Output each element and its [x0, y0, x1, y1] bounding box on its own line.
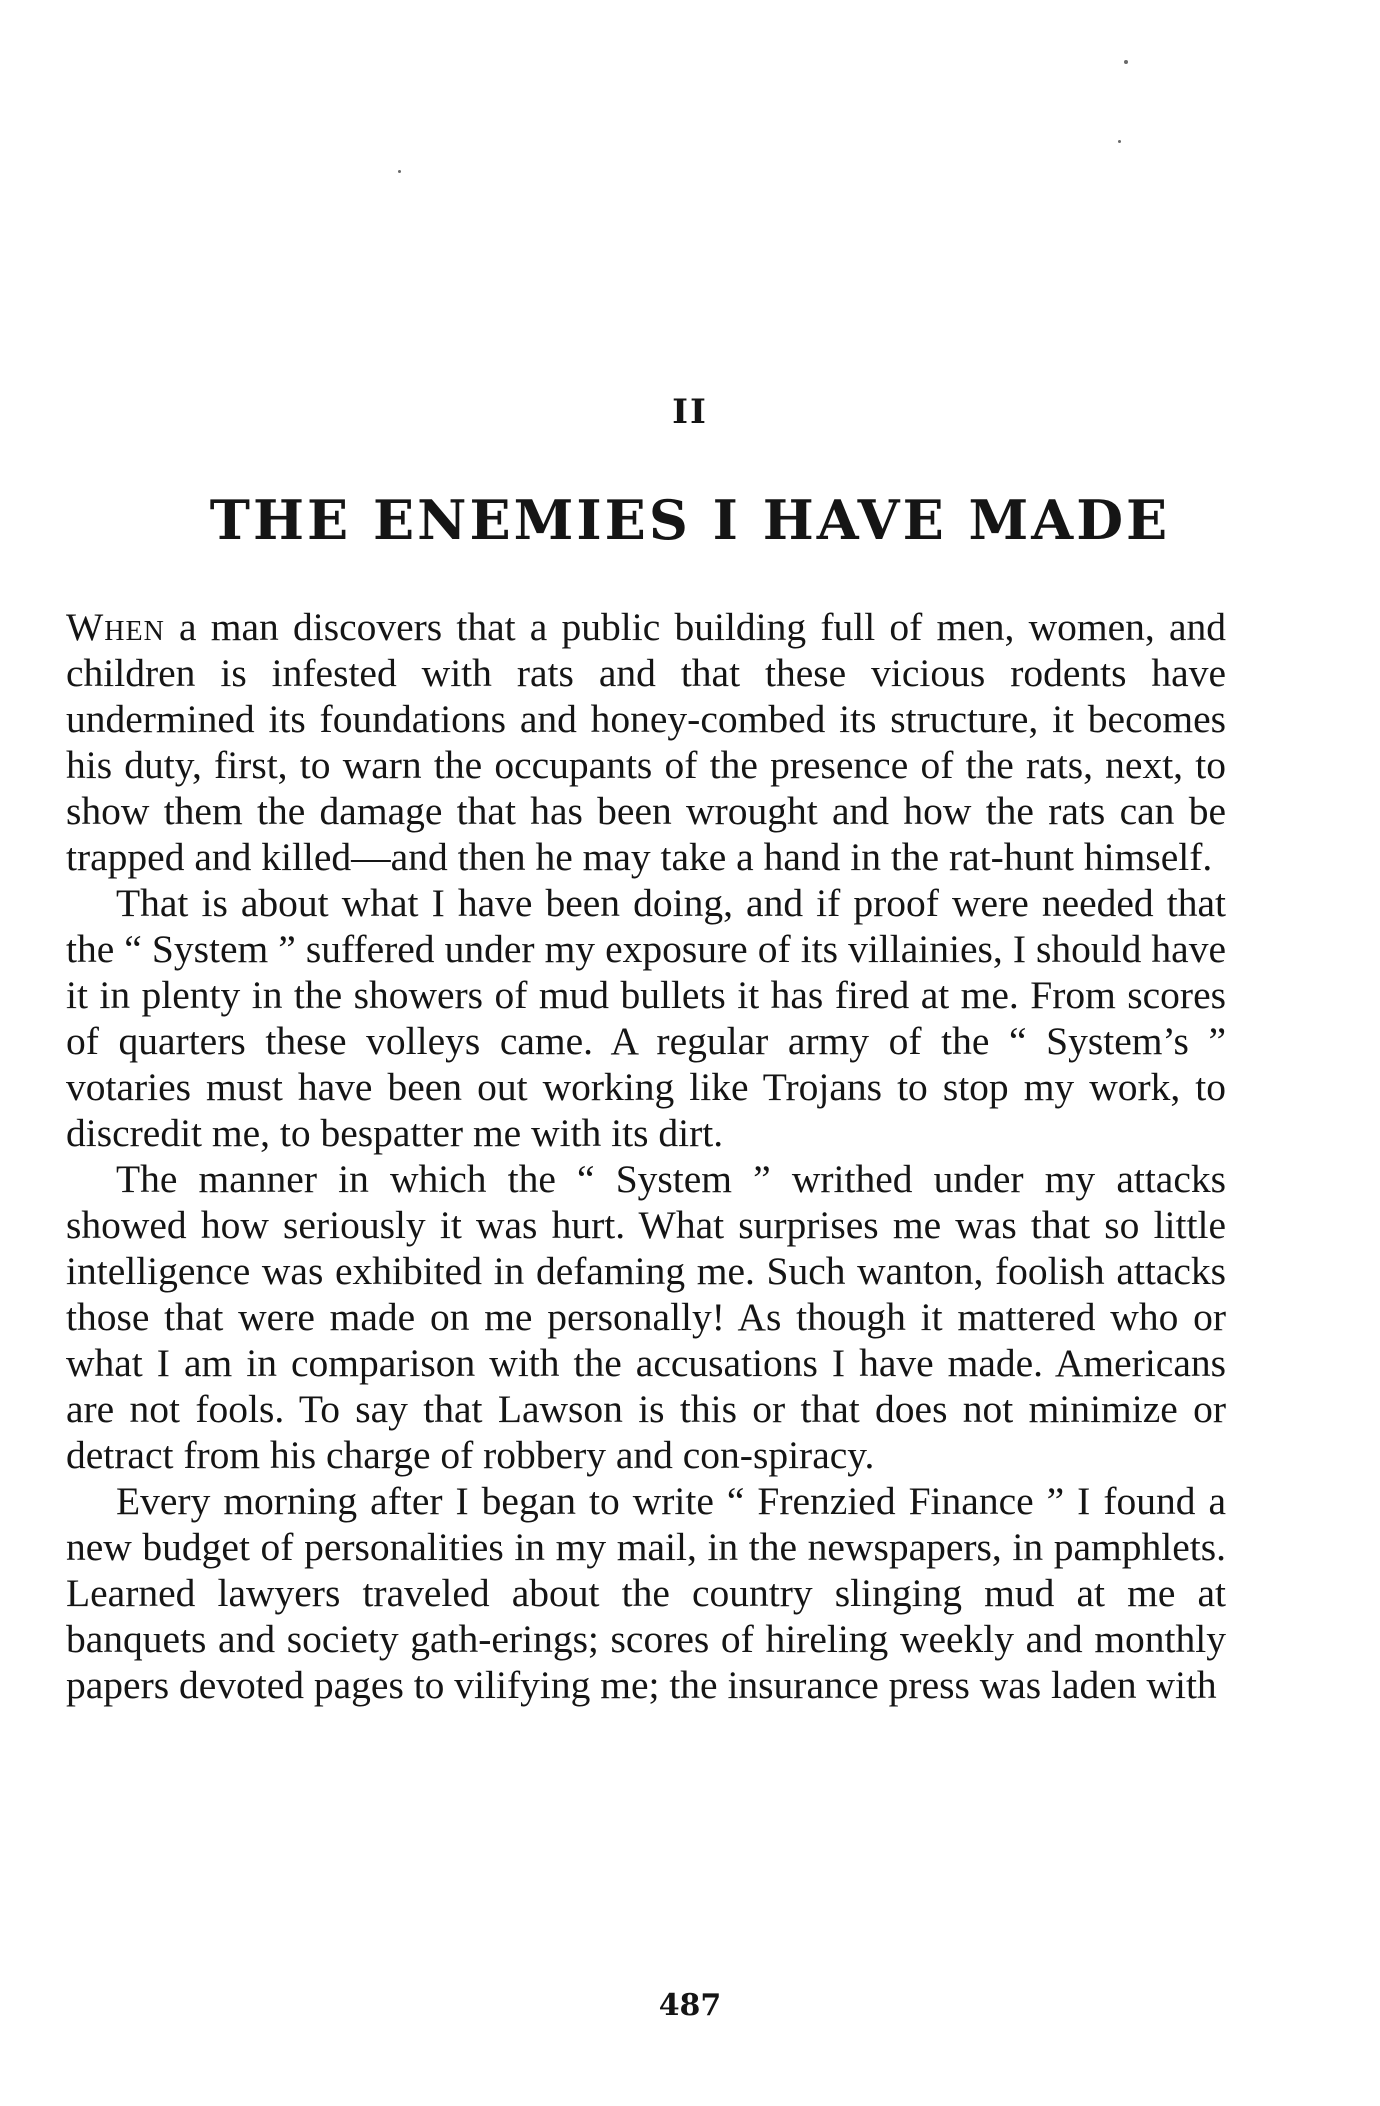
paragraph-2: That is about what I have been doing, and if proof were needed that the “ System ” suffered under my exposure of its villainies, I should have it in plenty in the showers of mud bullets it has fired at me. From scores of quarters these volleys came. A regular army of the “ System’s ” votaries must have been out working like Trojans to stop my work, to discredit me, to bespatter me with its dirt. [66, 881, 1226, 1155]
paper-speck [1124, 60, 1128, 64]
chapter-number: II [672, 392, 708, 432]
paragraph-4: Every morning after I began to write “ Frenzied Finance ” I found a new budget of personalities in my mail, in the newspapers, in pamphlets. Learned lawyers traveled about the country slinging mud at me at banquets and society gath-erings; scores of hireling weekly and monthly papers devoted pages to vilifying me; the insurance press was laden with [66, 1479, 1226, 1707]
chapter-body [66, 604, 1226, 1708]
paper-speck [1118, 140, 1121, 143]
page-number: 487 [658, 1988, 722, 2023]
paragraph-1 [66, 604, 1226, 880]
paragraph-3: The manner in which the “ System ” writhed under my attacks showed how seriously it was hurt. What surprises me was that so little intelligence was exhibited in defaming me. Such wanton, foolish attacks those that were made on me personally! As though it mattered who or what I am in comparison with the accusations I have made. Americans are not fools. To say that Lawson is this or that does not minimize or detract from his charge of robbery and con-spiracy. [66, 1157, 1226, 1477]
paragraph-text: a man discovers that a public building full of men, women, and children is infested with rats and that these vicious rodents have undermined its foundations and honey-combed its structure, it becomes his duty, first, to warn the occupants of the presence of the rats, next, to show them the damage that has been wrought and how the rats can be trapped and killed—and then he may take a hand in the rat-hunt himself. [66, 605, 1226, 879]
chapter-title: THE ENEMIES I HAVE MADE [209, 488, 1171, 552]
paper-speck [398, 170, 401, 173]
paragraph-lead-word: When [66, 605, 165, 649]
